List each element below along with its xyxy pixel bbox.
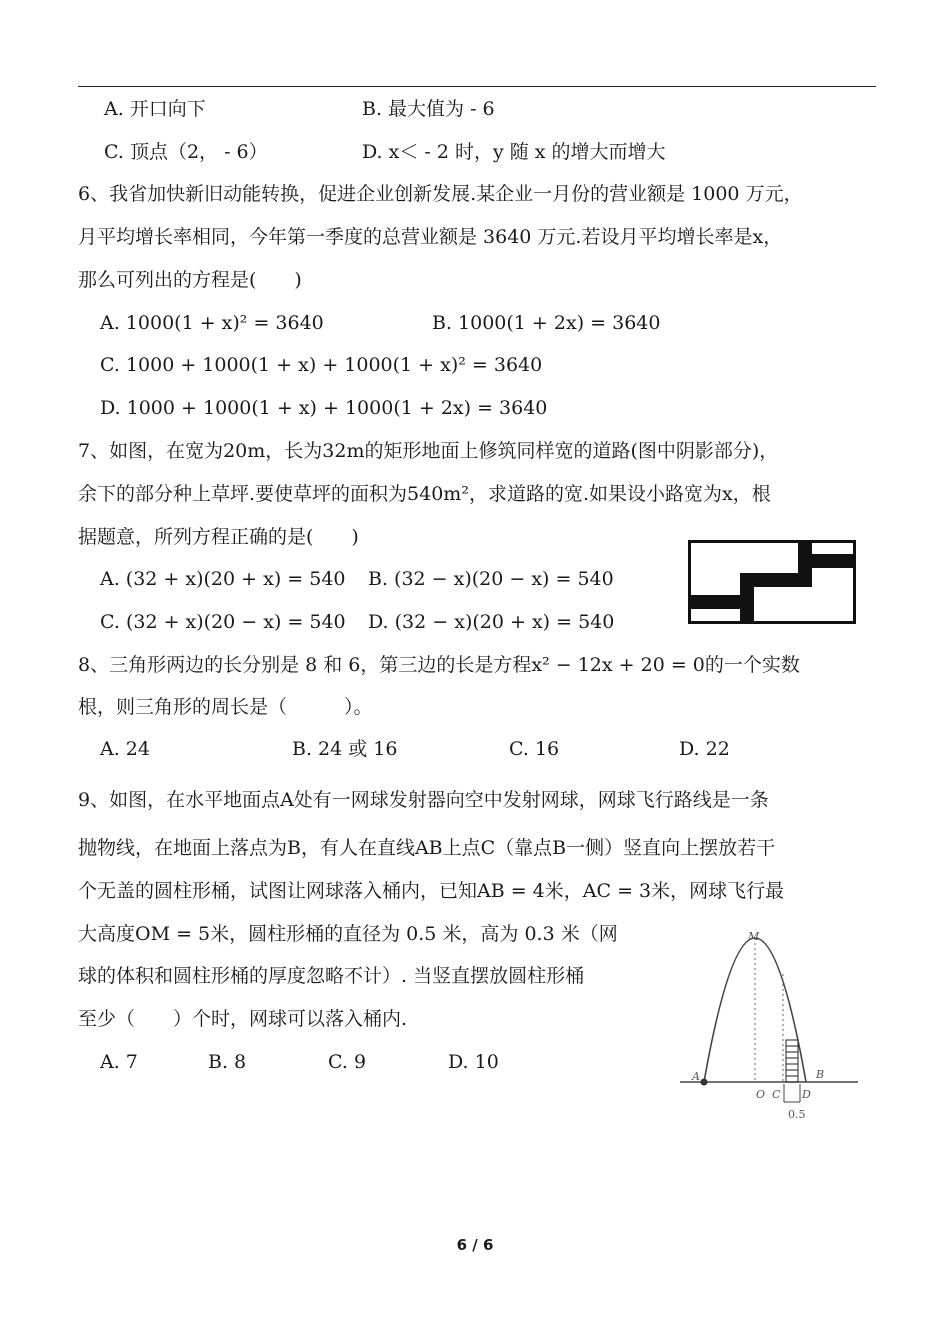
q9-option-b: B. 8 <box>208 1051 247 1073</box>
q7-option-c: C. (32 + x)(20 − x) = 540 <box>100 611 346 633</box>
q9-option-d: D. 10 <box>448 1051 499 1073</box>
label-a: A <box>692 1070 700 1083</box>
q8-line-1: 8、三角形两边的长分别是 8 和 6，第三边的长是方程x² − 12x + 20 = 0的一个实数 <box>78 654 800 676</box>
prev-option-d: D. x＜ - 2 时，y 随 x 的增大而增大 <box>362 141 666 163</box>
prev-option-a: A. 开口向下 <box>104 98 206 120</box>
label-m: M <box>748 930 760 943</box>
q9-parabola-figure <box>676 926 862 1126</box>
barrel-stack <box>786 1040 798 1082</box>
q7-line-3: 据题意，所列方程正确的是( ) <box>78 526 359 548</box>
q9-option-a: A. 7 <box>100 1051 138 1073</box>
q7-line-1: 7、如图，在宽为20m，长为32m的矩形地面上修筑同样宽的道路(图中阴影部分)， <box>78 440 779 462</box>
q7-road-figure <box>688 540 856 624</box>
q9-line-5: 球的体积和圆柱形桶的厚度忽略不计）. 当竖直摆放圆柱形桶 <box>78 965 585 987</box>
q9-line-6: 至少（ ）个时，网球可以落入桶内. <box>78 1008 408 1030</box>
q7-road-segment <box>812 554 855 568</box>
q8-option-b: B. 24 或 16 <box>292 738 398 760</box>
q9-line-1: 9、如图，在水平地面点A处有一网球发射器向空中发射网球，网球飞行路线是一条 <box>78 789 769 811</box>
label-o: O <box>756 1088 766 1101</box>
q9-line-4: 大高度OM = 5米，圆柱形桶的直径为 0.5 米，高为 0.3 米（网 <box>78 923 618 945</box>
prev-option-c: C. 顶点（2， - 6） <box>104 141 268 163</box>
label-c: C <box>772 1088 781 1101</box>
label-d: D <box>802 1088 811 1101</box>
q9-option-c: C. 9 <box>328 1051 367 1073</box>
top-rule <box>78 86 876 87</box>
q6-option-d: D. 1000 + 1000(1 + x) + 1000(1 + 2x) = 3640 <box>100 397 548 419</box>
q7-road-segment <box>798 542 812 576</box>
label-b: B <box>816 1068 825 1081</box>
q6-option-b: B. 1000(1 + 2x) = 3640 <box>432 312 661 334</box>
q8-option-d: D. 22 <box>679 738 730 760</box>
prev-option-b: B. 最大值为 - 6 <box>362 98 495 120</box>
page-number: 6 / 6 <box>456 1236 494 1254</box>
q7-road-segment <box>690 595 754 609</box>
point-a <box>701 1079 708 1086</box>
q6-line-3: 那么可列出的方程是( ) <box>78 269 302 291</box>
q7-line-2: 余下的部分种上草坪.要使草坪的面积为540m²，求道路的宽.如果设小路宽为x，根 <box>78 483 771 505</box>
q8-option-c: C. 16 <box>509 738 560 760</box>
q9-line-3: 个无盖的圆柱形桶，试图让网球落入桶内，已知AB = 4米，AC = 3米，网球飞行最 <box>78 880 785 902</box>
q7-option-d: D. (32 − x)(20 + x) = 540 <box>368 611 615 633</box>
q8-line-2: 根，则三角形的周长是（ ）。 <box>78 696 373 718</box>
q6-line-1: 6、我省加快新旧动能转换，促进企业创新发展.某企业一月份的营业额是 1000 万元， <box>78 183 803 205</box>
q6-option-a: A. 1000(1 + x)² = 3640 <box>100 312 324 334</box>
q6-option-c: C. 1000 + 1000(1 + x) + 1000(1 + x)² = 3640 <box>100 354 543 376</box>
q8-option-a: A. 24 <box>100 738 150 760</box>
q7-option-a: A. (32 + x)(20 + x) = 540 <box>100 568 346 590</box>
label-width: 0.5 <box>788 1108 806 1121</box>
q6-line-2: 月平均增长率相同，今年第一季度的总营业额是 3640 万元.若设月平均增长率是x， <box>78 226 783 248</box>
q7-option-b: B. (32 − x)(20 − x) = 540 <box>368 568 614 590</box>
q9-line-2: 抛物线，在地面上落点为B，有人在直线AB上点C（靠点B一侧）竖直向上摆放若干 <box>78 837 776 859</box>
